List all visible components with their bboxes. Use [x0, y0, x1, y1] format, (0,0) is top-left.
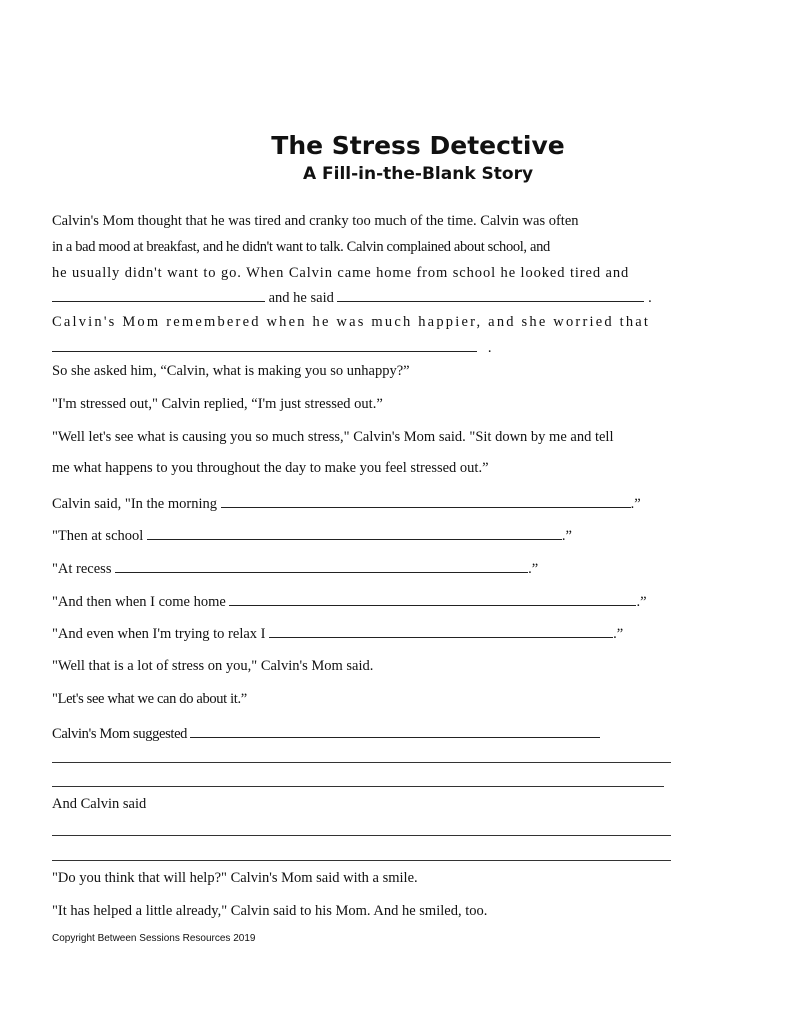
fill-in-blank[interactable] [229, 591, 636, 606]
answer-line[interactable] [52, 762, 671, 763]
prompt-school: "Then at school .” [52, 525, 572, 546]
fill-in-blank[interactable] [337, 287, 644, 302]
prompt-home: "And then when I come home .” [52, 591, 647, 612]
fill-in-blank[interactable] [190, 723, 600, 738]
fill-in-blank[interactable] [221, 493, 631, 508]
story-line: in a bad mood at breakfast, and he didn't want to talk. Calvin complained about school, and [52, 239, 550, 255]
fill-in-blank[interactable] [52, 287, 265, 302]
story-line: "I'm stressed out," Calvin replied, “I'm just stressed out.” [52, 396, 383, 412]
prompt-suggested: Calvin's Mom suggested [52, 723, 600, 744]
prompt-calvin-said: And Calvin said [52, 796, 147, 812]
story-line: So she asked him, “Calvin, what is making you so unhappy?” [52, 363, 410, 379]
fill-in-blank[interactable] [147, 525, 562, 540]
fill-in-blank[interactable] [269, 623, 613, 638]
story-line: he usually didn't want to go. When Calvin came home from school he looked tired and [52, 265, 630, 281]
story-line: Calvin's Mom thought that he was tired and cranky too much of the time. Calvin was often [52, 213, 579, 229]
page-title: The Stress Detective [271, 131, 565, 160]
story-line: Calvin's Mom remembered when he was much happier, and she worried that [52, 314, 651, 330]
answer-line[interactable] [52, 786, 664, 787]
copyright-footer: Copyright Between Sessions Resources 2019 [52, 933, 256, 944]
story-line-with-blanks: . [52, 337, 492, 358]
story-line: me what happens to you throughout the day to make you feel stressed out.” [52, 460, 489, 476]
page-subtitle: A Fill-in-the-Blank Story [302, 164, 534, 184]
story-line: "Well that is a lot of stress on you," Calvin's Mom said. [52, 658, 374, 674]
story-line: "Do you think that will help?" Calvin's Mom said with a smile. [52, 870, 418, 886]
prompt-relax: "And even when I'm trying to relax I .” [52, 623, 623, 644]
fill-in-blank[interactable] [115, 558, 528, 573]
answer-line[interactable] [52, 835, 671, 836]
fill-in-blank[interactable] [52, 337, 477, 352]
answer-line[interactable] [52, 860, 671, 861]
prompt-recess: "At recess .” [52, 558, 538, 579]
story-line: "It has helped a little already," Calvin said to his Mom. And he smiled, too. [52, 903, 488, 919]
prompt-morning: Calvin said, "In the morning .” [52, 493, 641, 514]
story-line: "Well let's see what is causing you so much stress," Calvin's Mom said. "Sit down by me and tell [52, 429, 614, 445]
story-line: "Let's see what we can do about it.” [52, 691, 247, 707]
story-line-with-blanks: and he said . [52, 287, 652, 308]
